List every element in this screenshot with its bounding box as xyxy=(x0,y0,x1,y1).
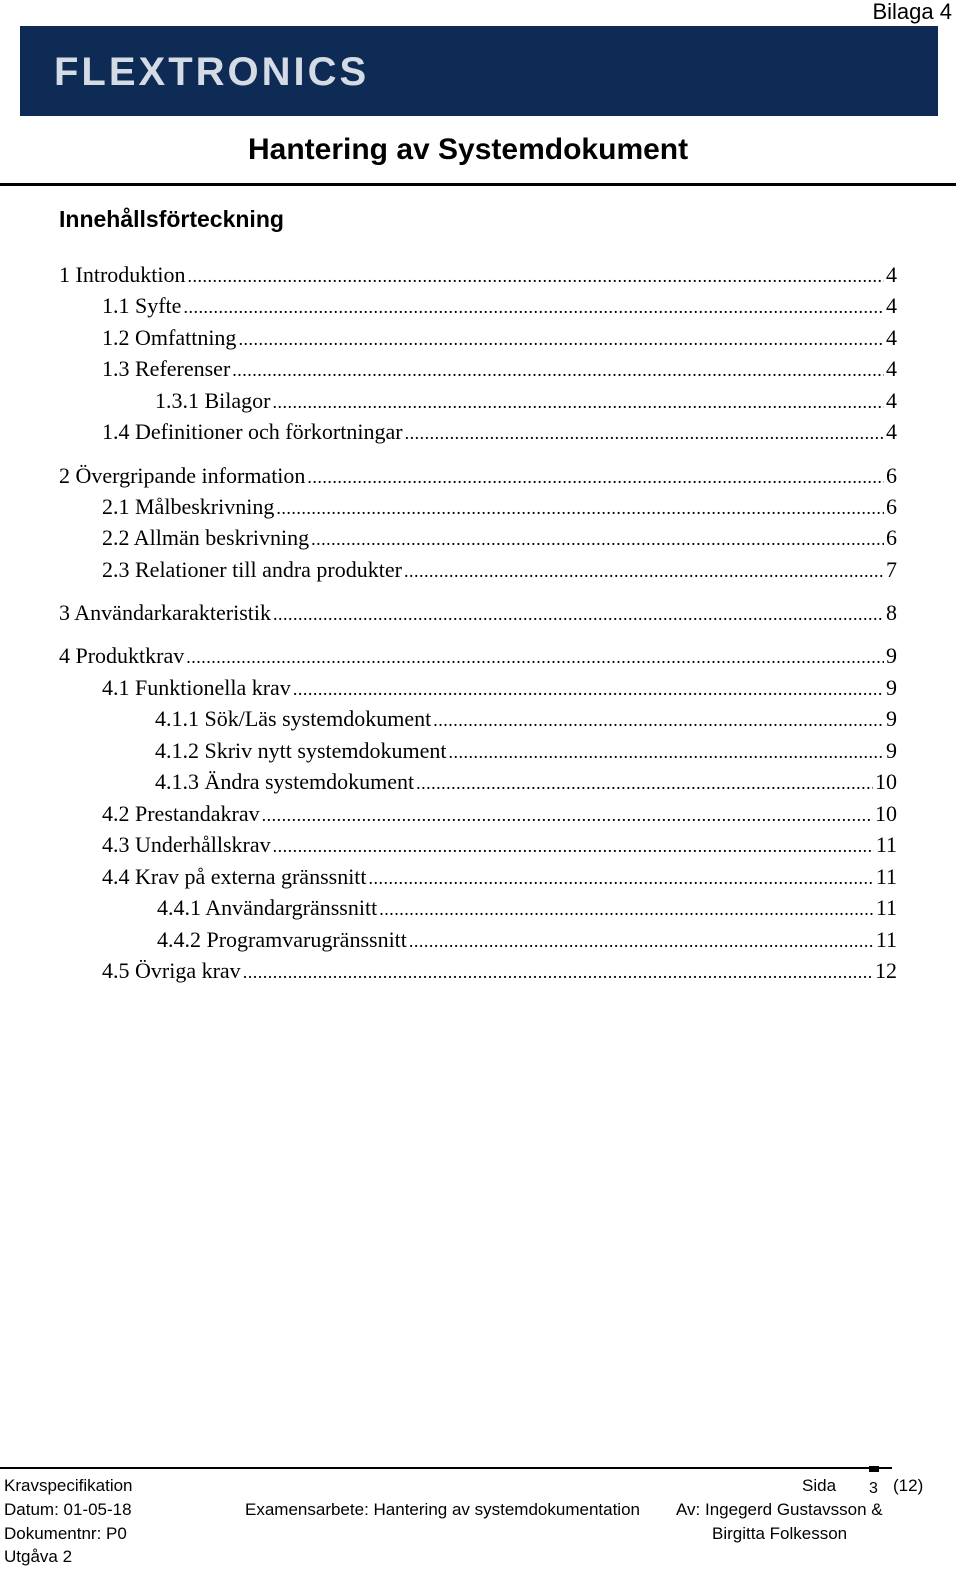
toc-entry-label: 4.1.3 Ändra systemdokument xyxy=(155,769,415,794)
toc-entry-label: 4 Produktkrav xyxy=(59,643,185,668)
toc-entry[interactable] xyxy=(59,461,897,491)
toc-entry-page: 6 xyxy=(886,525,897,550)
toc-leader xyxy=(232,355,884,385)
toc-entry-label: 4.1 Funktionella krav xyxy=(102,675,291,700)
toc-leader xyxy=(307,462,884,492)
toc-leader xyxy=(379,894,874,924)
toc-entry[interactable] xyxy=(102,673,897,703)
toc-entry-label: 1.3 Referenser xyxy=(102,356,231,381)
toc-entry-label: 4.5 Övriga krav xyxy=(102,958,241,983)
toc-entry-page: 9 xyxy=(886,706,897,731)
toc-entry[interactable] xyxy=(59,260,897,290)
toc-leader xyxy=(243,957,873,987)
toc-entry[interactable] xyxy=(155,736,897,766)
toc-entry-label: 4.1.2 Skriv nytt systemdokument xyxy=(155,738,447,763)
toc-leader xyxy=(273,831,874,861)
toc-leader xyxy=(183,292,884,322)
footer-center-title: Examensarbete: Hantering av systemdokumentation xyxy=(245,1500,640,1519)
toc-entry-page: 8 xyxy=(886,600,897,625)
toc-entry[interactable] xyxy=(157,893,897,923)
toc-entry-label: 2.3 Relationer till andra produkter xyxy=(102,557,402,582)
toc-entry-page: 11 xyxy=(875,832,897,857)
toc-leader xyxy=(416,768,873,798)
toc-entry-page: 4 xyxy=(886,262,897,287)
toc-entry-page: 4 xyxy=(886,293,897,318)
toc-entry-page: 4 xyxy=(886,356,897,381)
toc-entry[interactable] xyxy=(102,799,897,829)
toc-leader xyxy=(262,800,873,830)
toc-entry[interactable] xyxy=(102,417,897,447)
footer-authors-line1: Av: Ingegerd Gustavsson & xyxy=(676,1500,883,1519)
toc-entry-label: 1 Introduktion xyxy=(59,262,186,287)
toc-entry-label: 2.1 Målbeskrivning xyxy=(102,494,275,519)
toc-leader xyxy=(369,863,874,893)
toc-entry-page: 6 xyxy=(886,463,897,488)
toc-entry[interactable] xyxy=(102,555,897,585)
toc-entry[interactable] xyxy=(157,925,897,955)
toc-entry-label: 4.1.1 Sök/Läs systemdokument xyxy=(155,706,432,731)
toc-entry[interactable] xyxy=(102,323,897,353)
footer-dokumentnr: Dokumentnr: P0 xyxy=(4,1524,127,1543)
toc-entry-label: 4.2 Prestandakrav xyxy=(102,801,260,826)
toc-entry-page: 10 xyxy=(875,801,897,826)
page-number-mark xyxy=(869,1466,879,1472)
toc-leader xyxy=(405,418,884,448)
toc-entry[interactable] xyxy=(155,386,897,416)
footer-page-current: 3 xyxy=(869,1480,878,1497)
toc-entry-page: 11 xyxy=(875,927,897,952)
toc-entry[interactable] xyxy=(102,291,897,321)
toc-entry-page: 6 xyxy=(886,494,897,519)
toc-entry[interactable] xyxy=(102,830,897,860)
toc-leader xyxy=(186,642,884,672)
toc-leader xyxy=(311,524,884,554)
toc-entry-page: 9 xyxy=(886,675,897,700)
toc-leader xyxy=(238,324,884,354)
toc-entry-label: 2 Övergripande information xyxy=(59,463,306,488)
toc-entry-page: 4 xyxy=(886,419,897,444)
toc-entry-page: 11 xyxy=(875,895,897,920)
toc-entry-page: 7 xyxy=(886,557,897,582)
toc-leader xyxy=(433,705,884,735)
toc-entry-label: 1.1 Syfte xyxy=(102,293,182,318)
toc-entry-label: 4.4.2 Programvarugränssnitt xyxy=(157,927,407,952)
toc-entry-page: 9 xyxy=(886,738,897,763)
toc-entry-page: 10 xyxy=(875,769,897,794)
toc-entry-label: 1.4 Definitioner och förkortningar xyxy=(102,419,403,444)
toc-entry[interactable] xyxy=(59,641,897,671)
toc-entry[interactable] xyxy=(102,354,897,384)
footer-utgava: Utgåva 2 xyxy=(4,1547,73,1566)
toc-entry-page: 11 xyxy=(875,864,897,889)
bilaga-label: Bilaga 4 xyxy=(872,0,952,24)
toc-leader xyxy=(273,599,884,629)
toc-entry-label: 4.4 Krav på externa gränssnitt xyxy=(102,864,367,889)
toc-entry[interactable] xyxy=(102,492,897,522)
toc-entry[interactable] xyxy=(102,956,897,986)
toc-leader xyxy=(293,674,884,704)
document-title: Hantering av Systemdokument xyxy=(248,133,689,166)
toc-leader xyxy=(449,737,885,767)
toc-leader xyxy=(409,926,874,956)
toc-entry[interactable] xyxy=(59,598,897,628)
footer-rule xyxy=(0,1467,892,1469)
toc-entry[interactable] xyxy=(102,862,897,892)
toc-entry-page: 4 xyxy=(886,388,897,413)
toc-leader xyxy=(188,261,885,291)
footer-datum: Datum: 01-05-18 xyxy=(4,1500,132,1519)
toc-entry-label: 3 Användarkarakteristik xyxy=(59,600,271,625)
toc-entry-page: 9 xyxy=(886,643,897,668)
toc-entry[interactable] xyxy=(155,767,897,797)
footer-sida-label: Sida xyxy=(802,1476,837,1495)
toc-leader xyxy=(404,556,884,586)
company-logo: FLEXTRONICS xyxy=(54,50,370,94)
footer-page-total: (12) xyxy=(893,1476,924,1495)
footer-authors-line2: Birgitta Folkesson xyxy=(712,1524,848,1543)
toc-entry-label: 4.3 Underhållskrav xyxy=(102,832,271,857)
toc-entry-label: 1.2 Omfattning xyxy=(102,325,237,350)
toc-leader xyxy=(276,493,884,523)
toc-entry[interactable] xyxy=(155,704,897,734)
toc-entry-label: 2.2 Allmän beskrivning xyxy=(102,525,310,550)
toc-entry[interactable] xyxy=(102,523,897,553)
toc-entry-page: 12 xyxy=(875,958,897,983)
toc-leader xyxy=(273,387,885,417)
toc-entry-page: 4 xyxy=(886,325,897,350)
toc-entry-label: 4.4.1 Användargränssnitt xyxy=(157,895,378,920)
footer-doc-type: Kravspecifikation xyxy=(4,1476,133,1495)
toc-entry-label: 1.3.1 Bilagor xyxy=(155,388,271,413)
toc-heading: Innehållsförteckning xyxy=(59,206,284,232)
